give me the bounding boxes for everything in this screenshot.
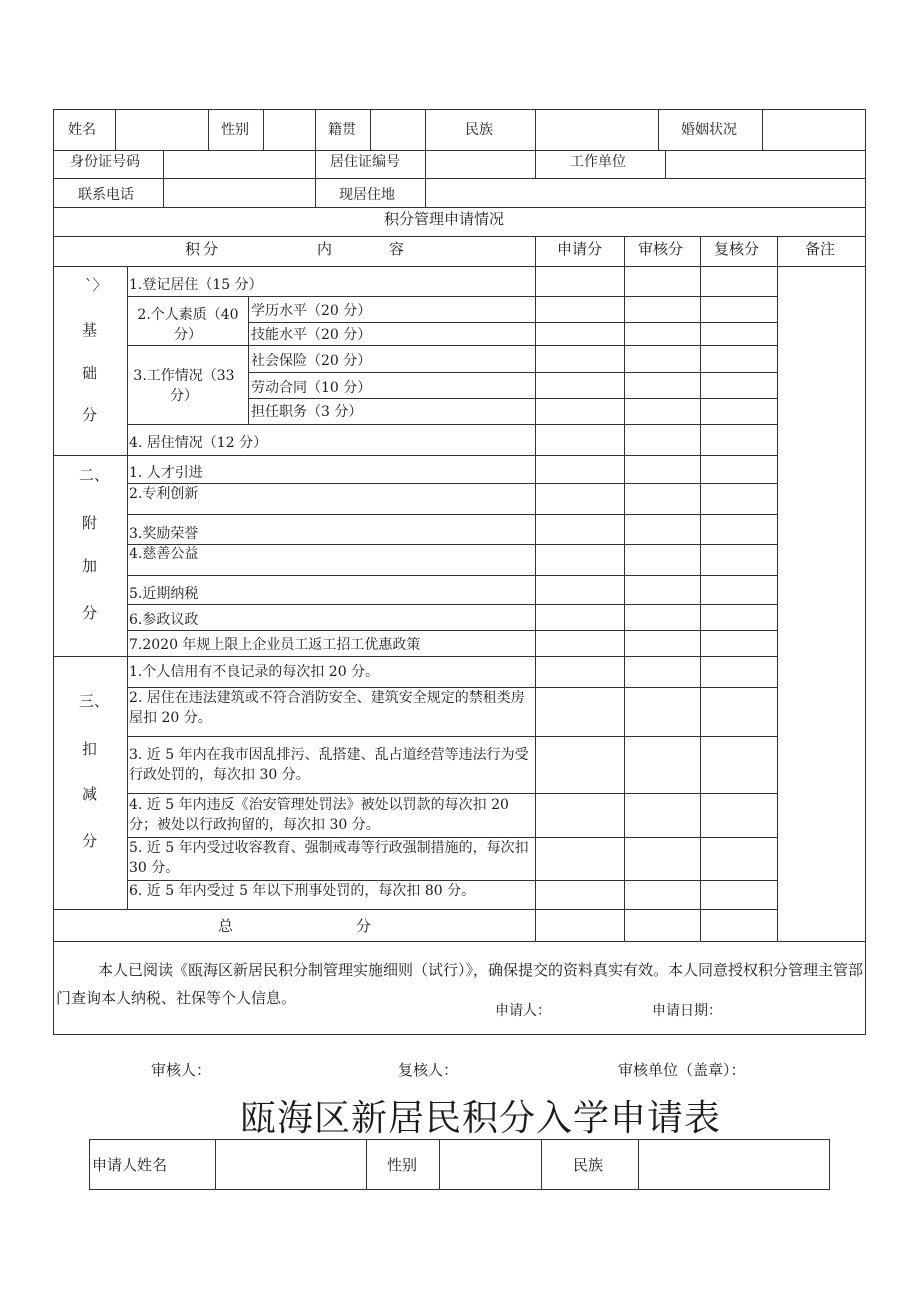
- section-title: 积分管理申请情况: [384, 210, 505, 228]
- deduction-item: 5. 近 5 年内受过收容教育、强制戒毒等行政强制措施的，每次扣 30 分。: [129, 840, 529, 876]
- total-char: 分: [356, 917, 372, 935]
- work-unit-label: 工作单位: [570, 154, 626, 170]
- additional-item: 4.慈善公益: [129, 546, 199, 562]
- total-char: 总: [218, 917, 234, 935]
- additional-item: 7.2020 年规上限上企业员工返工招工优惠政策: [129, 637, 421, 653]
- additional-item: 3.奖励荣誉: [129, 526, 199, 542]
- deduction-item: 4. 近 5 年内违反《治安管理处罚法》被处以罚款的每次扣 20 分；被处以行政拘留的，每次扣 30 分。: [129, 797, 509, 833]
- phone-label: 联系电话: [78, 187, 134, 203]
- review-unit-label: 审核单位（盖章）：: [618, 1061, 746, 1079]
- basic-item-3b: 劳动合同（10 分）: [251, 380, 372, 396]
- basic-item-4: 4. 居住情况（12 分）: [129, 435, 268, 451]
- basic-item-2b: 技能水平（20 分）: [251, 327, 372, 343]
- deduction-label-char: 扣: [82, 740, 98, 758]
- deduction-item: 6. 近 5 年内受过 5 年以下刑事处罚的，每次扣 80 分。: [129, 883, 476, 899]
- basic-item-3: 3.工作情况（33 分）: [133, 368, 235, 404]
- table-border: [53, 207, 866, 208]
- residence-permit-label: 居住证编号: [330, 154, 400, 170]
- deduction-item: 1.个人信用有不良记录的每次扣 20 分。: [129, 664, 380, 680]
- deduction-label-char: 减: [82, 785, 98, 803]
- table-border: [53, 178, 866, 179]
- table-border: [53, 150, 866, 151]
- apply-score-header: 申请分: [557, 240, 603, 258]
- remarks-header: 备注: [805, 240, 836, 258]
- name-label: 姓名: [68, 122, 96, 138]
- header-char: 容: [389, 240, 405, 258]
- second-form-title: 瓯海区新居民积分入学申请表: [240, 1098, 722, 1139]
- additional-label-char: 分: [82, 604, 98, 622]
- recheck-score-header: 复核分: [714, 240, 760, 258]
- table-border: [53, 109, 54, 1035]
- deduction-item: 2. 居住在违法建筑或不符合消防安全、建筑安全规定的禁租类房屋扣 20 分。: [129, 690, 525, 726]
- additional-label-char: 附: [82, 514, 98, 532]
- marital-status-label: 婚姻状况: [681, 122, 737, 138]
- deduction-item: 3. 近 5 年内在我市因乱排污、乱搭建、乱占道经营等违法行为受行政处罚的，每次扣 30 分。: [129, 747, 529, 783]
- additional-item: 2.专利创新: [129, 486, 199, 502]
- ethnicity-label: 民族: [465, 122, 493, 138]
- basic-label-char: `〉: [85, 276, 108, 294]
- basic-label-char: 分: [82, 406, 98, 424]
- basic-item-2a: 学历水平（20 分）: [251, 303, 372, 319]
- basic-item-2: 2.个人素质（40 分）: [137, 307, 239, 343]
- deduction-label-char: 分: [82, 832, 98, 850]
- additional-item: 1. 人才引进: [129, 465, 203, 481]
- address-label: 现居住地: [339, 187, 395, 203]
- second-gender-label: 性别: [387, 1156, 418, 1174]
- basic-label-char: 础: [82, 364, 98, 382]
- additional-label-char: 二、: [79, 466, 110, 484]
- header-char: 分: [203, 240, 219, 258]
- native-place-label: 籍贯: [328, 122, 356, 138]
- reviewer-label: 审核人：: [151, 1061, 212, 1079]
- second-ethnicity-label: 民族: [573, 1156, 604, 1174]
- apply-date-label: 申请日期：: [652, 1003, 722, 1019]
- applicant-label: 申请人：: [495, 1003, 551, 1019]
- table-border: [53, 109, 866, 110]
- basic-item-3c: 担任职务（3 分）: [251, 404, 363, 420]
- gender-label: 性别: [221, 122, 249, 138]
- basic-item-1: 1.登记居住（15 分）: [129, 277, 263, 293]
- applicant-name-label: 申请人姓名: [92, 1156, 168, 1174]
- basic-label-char: 基: [82, 321, 98, 339]
- additional-item: 6.参政议政: [129, 612, 199, 628]
- table-border: [53, 266, 866, 267]
- table-border: [53, 1034, 866, 1035]
- deduction-label-char: 三、: [79, 692, 110, 710]
- table-border: [865, 109, 866, 1035]
- review-score-header: 审核分: [638, 240, 684, 258]
- header-char: 内: [317, 240, 333, 258]
- basic-item-3a: 社会保险（20 分）: [251, 353, 372, 369]
- table-border: [53, 941, 866, 942]
- header-char: 积: [185, 240, 201, 258]
- declaration-text: 本人已阅读《瓯海区新居民积分制管理实施细则（试行）》，确保提交的资料真实有效。本人同意授权积分管理主管部门查询本人纳税、社保等个人信息。: [56, 961, 864, 1007]
- additional-label-char: 加: [82, 557, 98, 575]
- rechecker-label: 复核人：: [398, 1061, 459, 1079]
- id-number-label: 身份证号码: [70, 154, 140, 170]
- additional-item: 5.近期纳税: [129, 586, 199, 602]
- table-border: [53, 236, 866, 237]
